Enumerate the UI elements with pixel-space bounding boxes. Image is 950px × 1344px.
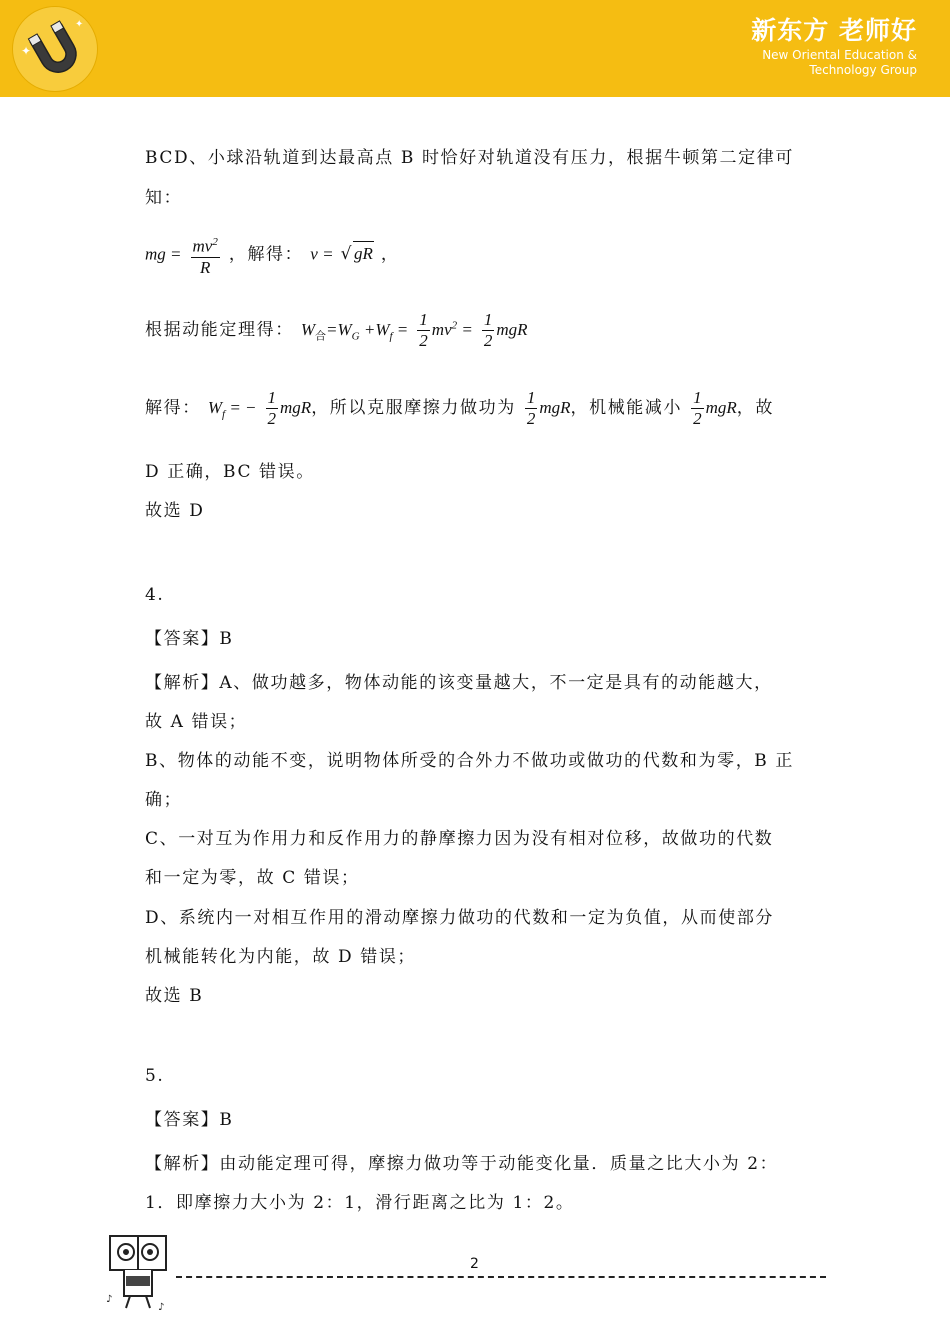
eq2-mgr: mgR <box>496 320 528 339</box>
brand <box>751 14 917 78</box>
paragraph-bcd-line2: 知： <box>145 188 183 208</box>
question-4-answer: 【答案】B <box>145 629 234 649</box>
eq2-frac-half-1 <box>417 310 430 351</box>
eq3-frac1-den: 2 <box>267 409 277 428</box>
question-4-analysis-8: 机械能转化为内能，故 D 错误； <box>145 947 417 967</box>
svg-text:✦: ✦ <box>21 44 32 58</box>
eq2-frac1-num: 1 <box>419 310 428 329</box>
eq3-frac1-num: 1 <box>267 388 277 407</box>
eq2-sub-f: f <box>389 330 393 343</box>
question-4-analysis-5: C、一对互为作用力和反作用力的静摩擦力因为没有相对位移，故做功的代数 <box>145 829 774 849</box>
question-4-analysis-1: 【解析】A、做功越多，物体动能的该变量越大，不一定是具有的动能越大， <box>145 673 773 693</box>
eq3-frac3-num: 1 <box>693 388 702 407</box>
eq3-mgr-3: mgR <box>705 398 737 417</box>
eq1-end: ， <box>380 244 400 265</box>
eq3-frac-1 <box>266 388 279 429</box>
svg-text:♪: ♪ <box>106 1294 113 1305</box>
eq3-w: W <box>207 398 222 417</box>
owl-reading-icon <box>104 1234 172 1314</box>
svg-text:♪: ♪ <box>158 1302 165 1313</box>
question-5-number: 5. <box>145 1066 165 1086</box>
page-header <box>0 0 950 97</box>
eq3-frac3-den: 2 <box>693 409 702 428</box>
eq2-sub-he: 合 <box>315 330 326 343</box>
question-5-answer: 【答案】B <box>145 1110 234 1130</box>
eq2-eq-wg: =W <box>326 320 352 339</box>
paragraph-d-correct: D 正确，BC 错误。 <box>145 462 315 482</box>
eq1-sup: 2 <box>212 236 218 248</box>
eq3-mid2: ，机械能减小 <box>570 398 683 418</box>
eq1-den: R <box>199 257 211 277</box>
equation-wf <box>145 388 774 429</box>
eq3-mgr-2: mgR <box>539 398 571 417</box>
eq3-frac2-num: 1 <box>526 388 536 407</box>
equation-mg: mg = $\frac{mv^2}{R}$ ，解得： v = √gR ， <box>145 232 400 278</box>
eq1-lhs: mg = <box>145 244 182 264</box>
eq3-eq: = − <box>225 398 257 417</box>
question-5-analysis-1: 【解析】由动能定理可得，摩擦力做功等于动能变化量．质量之比大小为 2： <box>145 1154 779 1174</box>
brand-name-cn: 新东方 老师好 <box>751 16 917 45</box>
question-4-analysis-2: 故 A 错误； <box>145 712 248 732</box>
paragraph-choose-d: 故选 D <box>145 501 205 521</box>
svg-text:✦: ✦ <box>75 19 84 30</box>
eq2-frac-half-2 <box>482 310 495 351</box>
eq3-sub-f: f <box>222 408 226 421</box>
eq2-eq2: = <box>457 320 473 339</box>
eq3-frac-3 <box>691 388 704 429</box>
footer-divider <box>176 1276 826 1278</box>
page-number: 2 <box>470 1256 479 1272</box>
eq2-w: W <box>300 320 315 339</box>
paragraph-bcd-line1: BCD、小球沿轨道到达最高点 B 时恰好对轨道没有压力，根据牛顿第二定律可 <box>145 148 794 168</box>
eq2-prefix: 根据动能定理得： <box>145 320 294 340</box>
question-4-analysis-7: D、系统内一对相互作用的滑动摩擦力做功的代数和一定为负值，从而使部分 <box>145 908 775 928</box>
eq3-frac2-den: 2 <box>526 409 536 428</box>
eq2-sub-g: G <box>351 330 360 343</box>
eq3-end: ，故 <box>736 398 774 418</box>
logo <box>12 6 98 92</box>
eq1-v: v = <box>310 244 334 264</box>
eq1-mid: ，解得： <box>228 244 304 265</box>
brand-name-en-1: New Oriental Education & <box>762 48 917 62</box>
question-4-analysis-3: B、物体的动能不变，说明物体所受的合外力不做功或做功的代数和为零，B 正 <box>145 751 794 771</box>
question-5-analysis-2: 1．即摩擦力大小为 2：1，滑行距离之比为 1：2。 <box>145 1193 575 1213</box>
eq2-eq: = <box>392 320 409 339</box>
eq2-frac2-den: 2 <box>483 331 493 350</box>
eq2-sup: 2 <box>451 319 458 332</box>
eq1-sqrt: gR <box>353 241 374 266</box>
magnet-icon <box>13 7 97 91</box>
question-4-analysis-6: 和一定为零，故 C 错误； <box>145 868 360 888</box>
eq1-num: mv <box>192 236 213 256</box>
eq3-prefix: 解得： <box>145 398 201 418</box>
question-4-choose: 故选 B <box>145 986 204 1006</box>
eq1-fraction <box>191 232 220 278</box>
eq2-frac1-den: 2 <box>419 331 428 350</box>
question-4-number: 4. <box>145 585 165 605</box>
equation-work-energy <box>145 310 528 351</box>
brand-name-en-2: Technology Group <box>809 63 917 77</box>
eq2-plus-wf: +W <box>359 320 390 339</box>
eq3-mid1: ，所以克服摩擦力做功为 <box>311 398 516 418</box>
eq3-mgr-1: mgR <box>280 398 312 417</box>
eq3-frac-2 <box>525 388 538 429</box>
eq2-frac2-num: 1 <box>483 310 493 329</box>
question-4-analysis-4: 确； <box>145 790 183 810</box>
eq2-mv: mv <box>431 320 452 339</box>
